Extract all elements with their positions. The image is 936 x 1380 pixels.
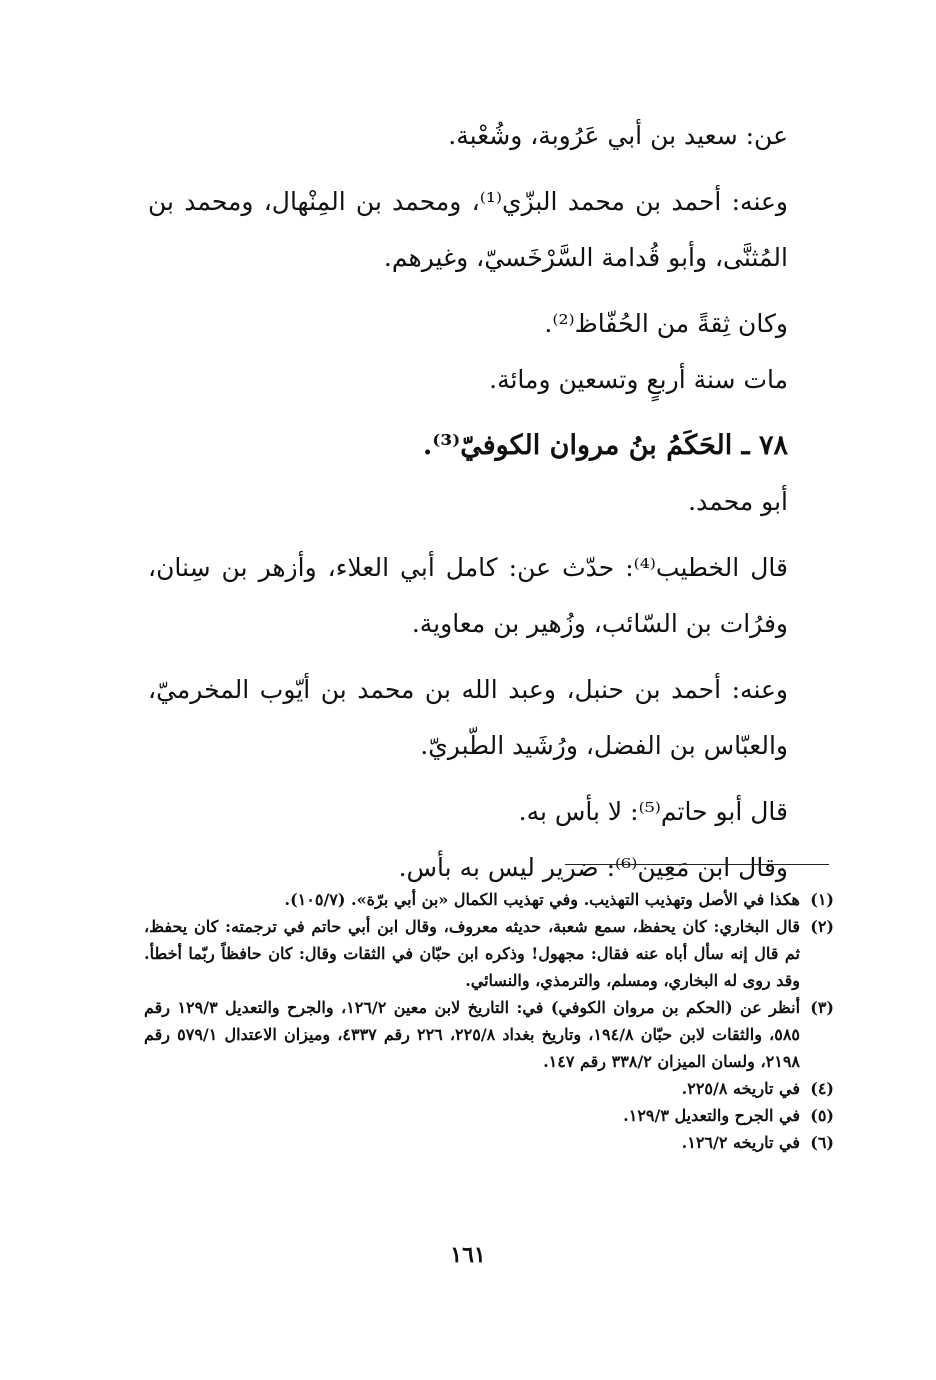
footnote-item <box>144 1129 834 1156</box>
kunya-line: أبو محمد. <box>688 487 788 516</box>
footnotes <box>144 886 834 1156</box>
footnote-text: في تاريخه ١٢٦/٢. <box>681 1133 800 1152</box>
footnote-item <box>144 913 834 994</box>
death-year-line: مات سنة أربعٍ وتسعين ومائة. <box>489 365 788 394</box>
narrated-by-paragraph: وعنه: أحمد بن محمد البزّي⁽¹⁾، ومحمد بن المِنْهال، ومحمد بن المُثنَّى، وأبو قُدامة السَّرْخَسيّ، وغيرهم. <box>148 187 788 272</box>
footnote-text: هكذا في الأصل وتهذيب التهذيب. وفي تهذيب الكمال «بن أبي برّة». (١٠٥/٧). <box>284 890 800 909</box>
footnote-number: (٢) <box>810 917 834 936</box>
footnote-number: (٣) <box>810 998 834 1017</box>
khatib-paragraph: قال الخطيب⁽⁴⁾: حدّث عن: كامل أبي العلاء، وأزهر بن سِنان، وفرُات بن السّائب، وزُهير بن معاوية. <box>148 553 788 638</box>
footnote-text: في تاريخه ٢٢٥/٨. <box>681 1079 800 1098</box>
footnote-text: قال البخاري: كان يحفظ، سمع شعبة، حديثه معروف، وقال ابن أبي حاتم في ترجمته: كان يحفظ، ثم قال إنه سأل أباه عنه فقال: مجهول! وذكره ابن حبّان في الثقات وقال: كان حافظاً ربّما أخطأ. وقد روى له البخاري، ومسلم، والترمذي، والنسائي. <box>144 917 801 990</box>
footnote-number: (٦) <box>810 1133 834 1152</box>
footnote-item <box>144 1102 834 1129</box>
narrators-from-line: عن: سعيد بن أبي عَرُوبة، وشُعْبة. <box>448 121 788 150</box>
students-paragraph: وعنه: أحمد بن حنبل، وعبد الله بن محمد بن أيّوب المخرميّ، والعبّاس بن الفضل، ورُشَيد الطّبريّ. <box>148 675 788 760</box>
footnote-number: (١) <box>810 890 834 909</box>
footnote-text: في الجرح والتعديل ١٢٩/٣. <box>623 1106 800 1125</box>
footnote-item <box>144 1075 834 1102</box>
footnote-text: أنظر عن (الحكم بن مروان الكوفي) في: التاريخ لابن معين ١٢٦/٢، والجرح والتعديل ١٢٩/٣ رقم ٥٨٥، والثقات لابن حبّان ١٩٤/٨، وتاريخ بغداد ٢٢٥/٨، ٢٢٦ رقم ٤٣٣٧، وميزان الاعتدال ٥٧٩/١ رقم ٢١٩٨، ولسان الميزان ٣٣٨/٢ رقم ١٤٧. <box>144 998 801 1071</box>
entry-heading: ٧٨ ـ الحَكَمُ بنُ مروان الكوفيّ⁽³⁾. <box>422 430 788 461</box>
footnote-number: (٥) <box>810 1106 834 1125</box>
footnote-number: (٤) <box>810 1079 834 1098</box>
footnote-item <box>144 994 834 1075</box>
ibn-main-line: وقال ابن مَعِين⁽⁶⁾: ضرير ليس به بأس. <box>398 853 788 882</box>
footnote-divider <box>565 864 829 865</box>
page-number: ١٦١ <box>450 1242 486 1268</box>
abu-hatim-line: قال أبو حاتم⁽⁵⁾: لا بأس به. <box>518 797 788 826</box>
main-text <box>148 108 788 896</box>
footnote-item <box>144 886 834 913</box>
trustworthiness-line: وكان ثِقةً من الحُفّاظ⁽²⁾. <box>544 309 788 338</box>
